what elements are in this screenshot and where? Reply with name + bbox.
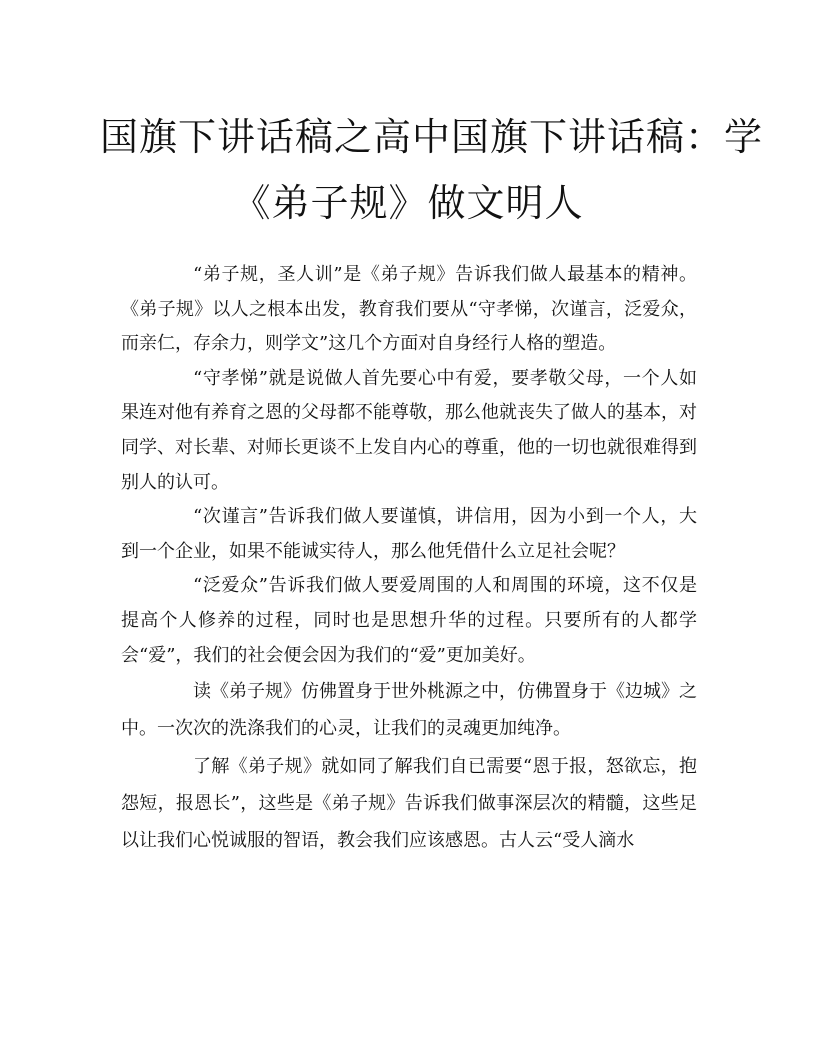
paragraph-3: “次谨言”告诉我们做人要谨慎，讲信用，因为小到一个人，大到一个企业，如果不能诚实待人，那么他凭借什么立足社会呢？ [121,506,697,562]
document-body [121,258,697,859]
paragraph-2: “守孝悌”就是说做人首先要心中有爱，要孝敬父母，一个人如果连对他有养育之恩的父母都不能尊敬，那么他就丧失了做人的基本，对同学、对长辈、对师长更谈不上发自内心的尊重，他的一切也就很难得到别人的认可。 [121,367,697,493]
document-title [100,104,764,236]
title-line-2: 《弟子规》做文明人 [232,181,584,225]
paragraph-5: 读《弟子规》仿佛置身于世外桃源之中，仿佛置身于《边城》之中。一次次的洗涤我们的心灵，让我们的灵魂更加纯净。 [121,681,697,740]
paragraph-1: “弟子规，圣人训”是《弟子规》告诉我们做人最基本的精神。《弟子规》以人之根本出发，教育我们要从“守孝悌，次谨言，泛爱众，而亲仁，存余力，则学文”这几个方面对自身经行人格的塑造。 [121,264,697,355]
paragraph-4: “泛爱众”告诉我们做人要爱周围的人和周围的环境，这不仅是提高个人修养的过程，同时也是思想升华的过程。只要所有的人都学会“爱”，我们的社会便会因为我们的“爱”更加美好。 [121,575,697,666]
paragraph-6: 了解《弟子规》就如同了解我们自已需要“恩于报，怒欲忘，抱怨短，报恩长”，这些是《弟子规》告诉我们做事深层次的精髓，这些足以让我们心悦诚服的智语，教会我们应该感恩。古人云“受人滴水 [121,755,697,851]
title-line-1: 国旗下讲话稿之高中国旗下讲话稿：学 [100,115,764,159]
